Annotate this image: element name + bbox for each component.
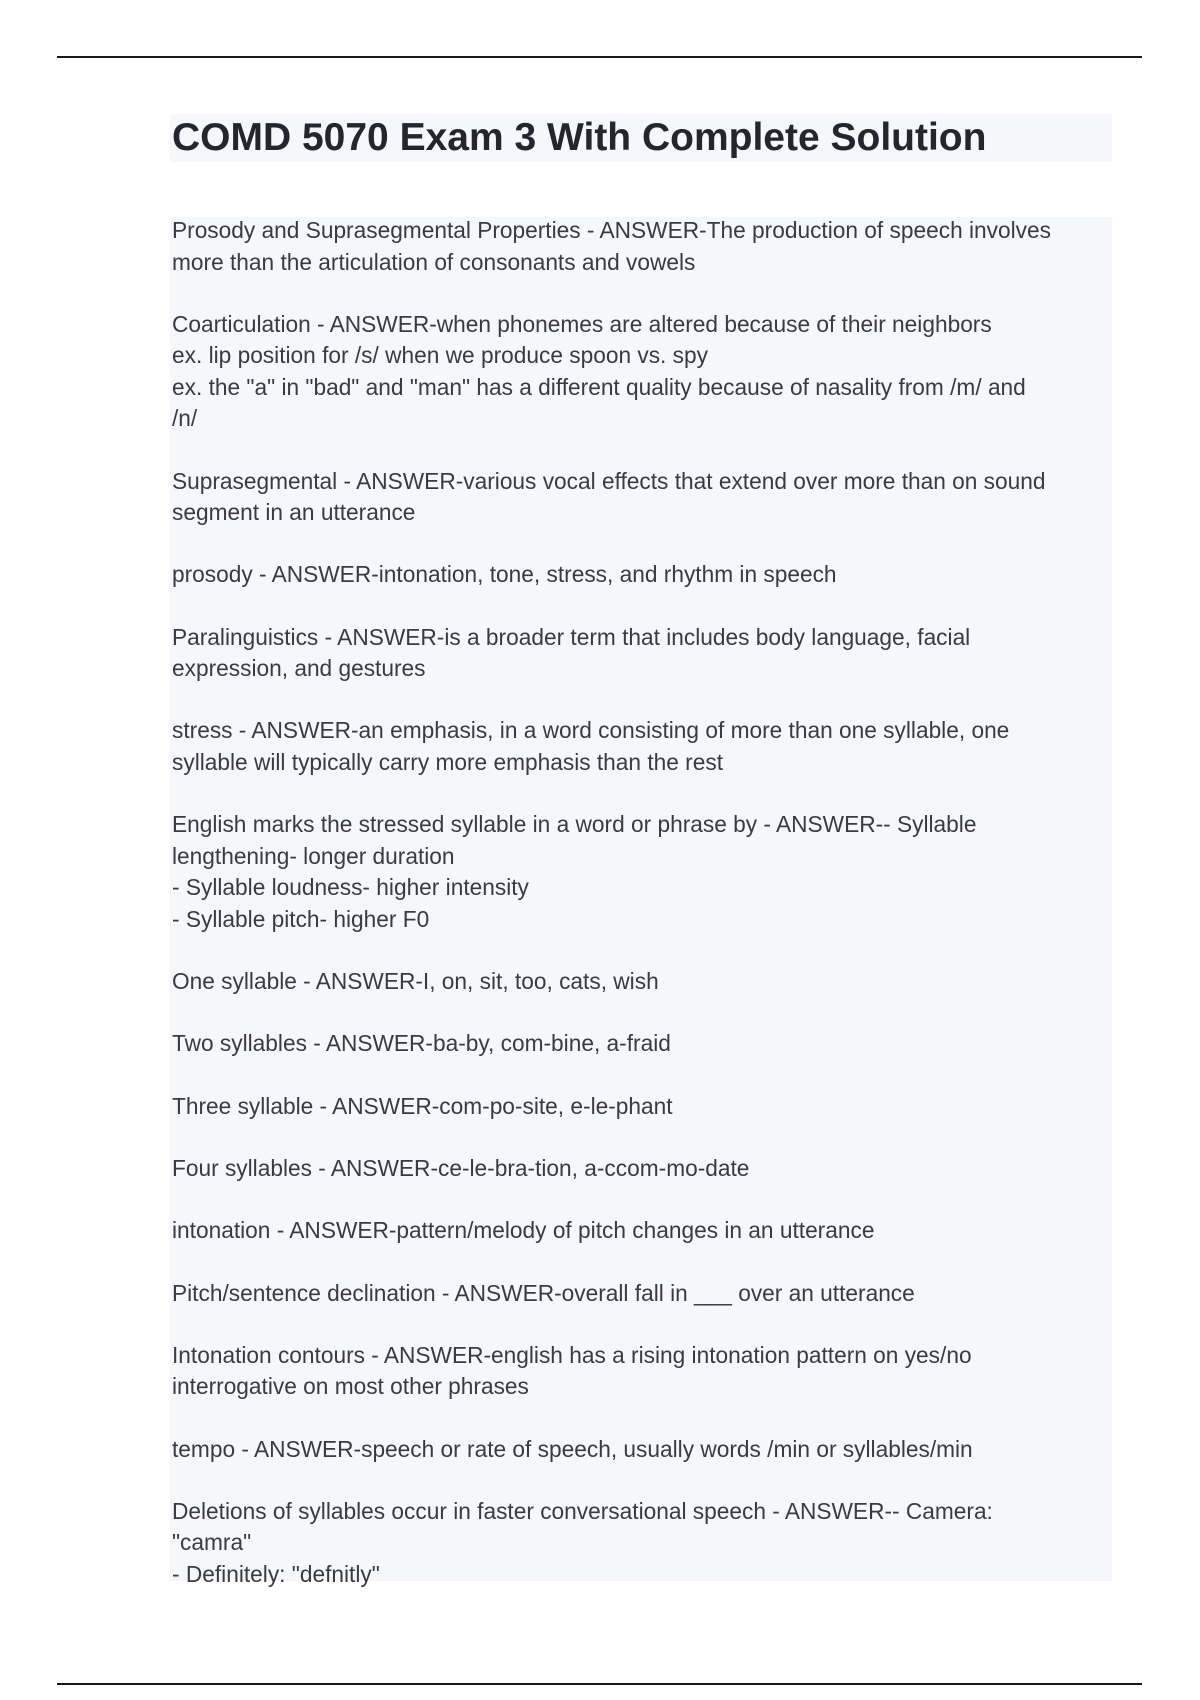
qa-entry-line: expression, and gestures bbox=[172, 655, 426, 682]
qa-entry-line: Suprasegmental - ANSWER-various vocal effects that extend over more than on sound bbox=[172, 467, 1046, 494]
qa-entry-line: interrogative on most other phrases bbox=[172, 1373, 529, 1400]
qa-entry bbox=[172, 466, 1112, 529]
qa-entry bbox=[172, 966, 1112, 998]
qa-entry-line: Deletions of syllables occur in faster conversational speech - ANSWER-- Camera: bbox=[172, 1497, 993, 1524]
qa-entry-line: Pitch/sentence declination - ANSWER-overall fall in ___ over an utterance bbox=[172, 1279, 915, 1306]
qa-entry-line: - Definitely: "defnitly" bbox=[172, 1560, 380, 1587]
qa-entry-line: English marks the stressed syllable in a word or phrase by - ANSWER-- Syllable bbox=[172, 811, 977, 838]
qa-entry bbox=[172, 1091, 1112, 1123]
qa-entry-line: - Syllable loudness- higher intensity bbox=[172, 874, 529, 901]
qa-entry-line: Four syllables - ANSWER-ce-le-bra-tion, a-ccom-mo-date bbox=[172, 1154, 750, 1181]
qa-entry-line: "camra" bbox=[172, 1529, 252, 1556]
qa-entry bbox=[172, 1278, 1112, 1310]
qa-entry bbox=[172, 1215, 1112, 1247]
qa-entry-line: segment in an utterance bbox=[172, 499, 416, 526]
qa-entry bbox=[172, 1434, 1112, 1466]
qa-entry bbox=[172, 1496, 1112, 1591]
qa-entry bbox=[172, 1153, 1112, 1185]
qa-entry-line: - Syllable pitch- higher F0 bbox=[172, 905, 430, 932]
qa-entry bbox=[172, 809, 1112, 935]
qa-entry-line: lengthening- longer duration bbox=[172, 842, 455, 869]
qa-entry bbox=[172, 1340, 1112, 1403]
qa-entry-line: Coarticulation - ANSWER-when phonemes are altered because of their neighbors bbox=[172, 310, 992, 337]
qa-entry-line: prosody - ANSWER-intonation, tone, stress, and rhythm in speech bbox=[172, 561, 837, 588]
qa-entry-line: stress - ANSWER-an emphasis, in a word consisting of more than one syllable, one bbox=[172, 717, 1010, 744]
qa-entry-line: Two syllables - ANSWER-ba-by, com-bine, a-fraid bbox=[172, 1030, 671, 1057]
qa-entry-line: Intonation contours - ANSWER-english has a rising intonation pattern on yes/no bbox=[172, 1341, 972, 1368]
header-rule bbox=[57, 56, 1142, 58]
footer-rule bbox=[57, 1683, 1142, 1685]
qa-entry-line: ex. the "a" in "bad" and "man" has a different quality because of nasality from /m/ and bbox=[172, 373, 1026, 400]
qa-entry-line: /n/ bbox=[172, 405, 198, 432]
qa-entry-line: intonation - ANSWER-pattern/melody of pitch changes in an utterance bbox=[172, 1217, 875, 1244]
qa-entry-line: Three syllable - ANSWER-com-po-site, e-le-phant bbox=[172, 1092, 673, 1119]
qa-entry bbox=[172, 309, 1112, 435]
qa-list bbox=[172, 215, 1112, 1590]
qa-entry bbox=[172, 1028, 1112, 1060]
document-title: COMD 5070 Exam 3 With Complete Solution bbox=[172, 116, 987, 159]
qa-entry-line: Prosody and Suprasegmental Properties - ANSWER-The production of speech involves bbox=[172, 217, 1051, 243]
qa-entry bbox=[172, 715, 1112, 778]
qa-entry bbox=[172, 622, 1112, 685]
qa-entry-line: ex. lip position for /s/ when we produce spoon vs. spy bbox=[172, 342, 708, 369]
qa-entry-line: syllable will typically carry more emphasis than the rest bbox=[172, 748, 724, 775]
qa-entry-line: Paralinguistics - ANSWER-is a broader term that includes body language, facial bbox=[172, 623, 971, 650]
qa-entry-line: One syllable - ANSWER-I, on, sit, too, cats, wish bbox=[172, 968, 659, 995]
qa-entry-line: more than the articulation of consonants and vowels bbox=[172, 248, 696, 275]
qa-entry bbox=[172, 215, 1112, 278]
qa-entry-line: tempo - ANSWER-speech or rate of speech, usually words /min or syllables/min bbox=[172, 1435, 973, 1462]
qa-entry bbox=[172, 559, 1112, 591]
